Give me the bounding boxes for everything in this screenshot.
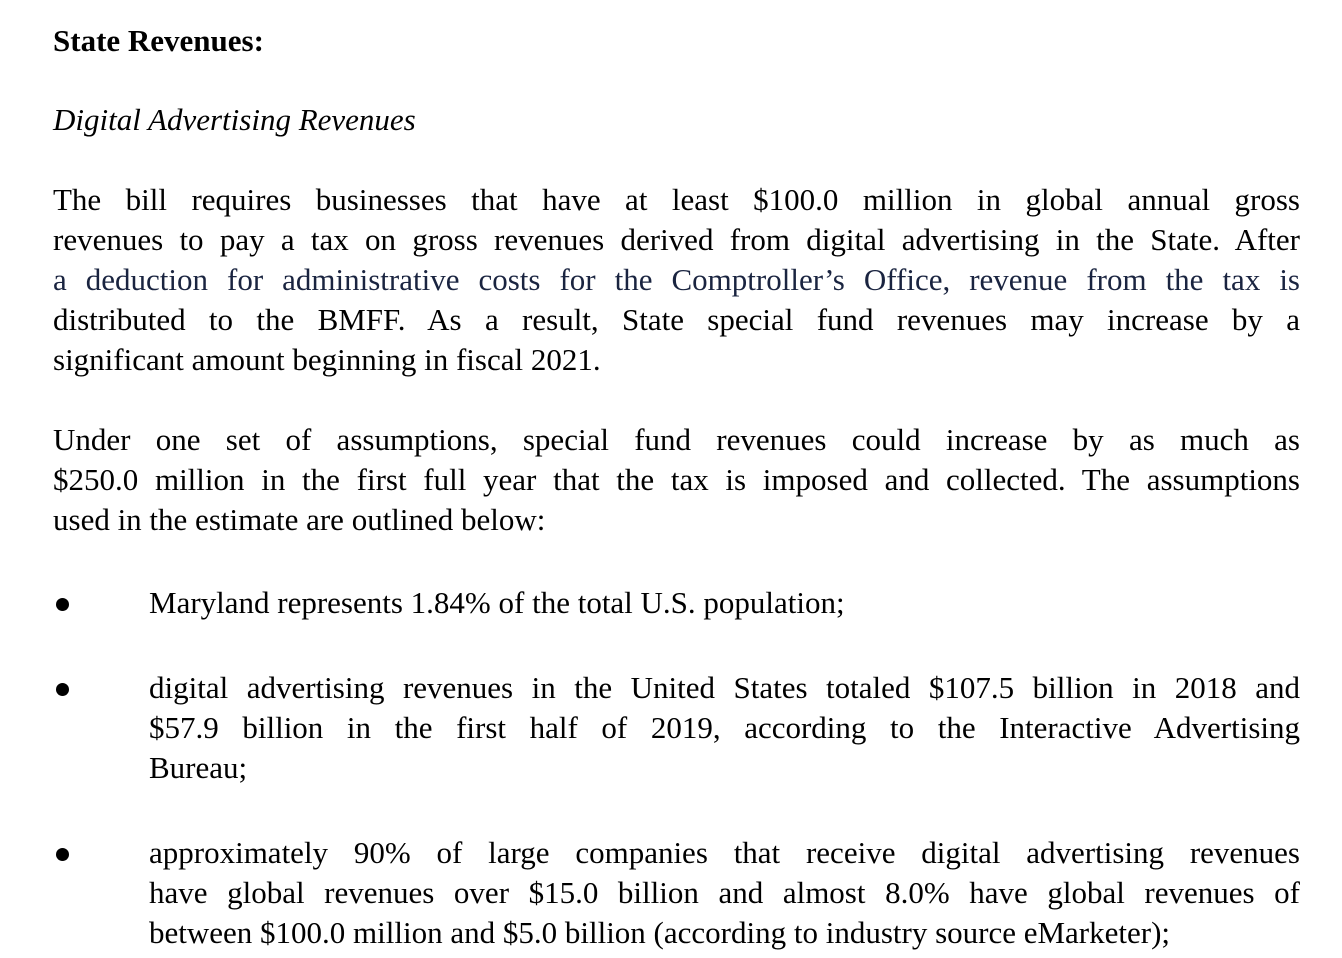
bullet-line: between $100.0 million and $5.0 billion (according to industry source eMarketer); — [149, 915, 1171, 950]
paragraph-line: $250.0 million in the first full year that the tax is imposed and collected. The assumptions — [53, 462, 1300, 497]
bullet-line: $57.9 billion in the first half of 2019, according to the Interactive Advertising — [149, 710, 1300, 745]
bullet-icon — [56, 848, 69, 861]
section-heading: State Revenues: — [53, 23, 264, 58]
bullet-line: Maryland represents 1.84% of the total U.S. population; — [149, 585, 845, 620]
paragraph-assumptions-intro — [53, 420, 1300, 540]
paragraph-line: revenues to pay a tax on gross revenues derived from digital advertising in the State. After — [53, 222, 1300, 257]
bullet-line: have global revenues over $15.0 billion and almost 8.0% have global revenues of — [149, 875, 1300, 910]
paragraph-bill-requirements — [53, 180, 1300, 380]
bullet-text — [149, 833, 1300, 953]
paragraph-line: a deduction for administrative costs for the Comptroller’s Office, revenue from the tax is — [53, 262, 1300, 297]
subsection-heading: Digital Advertising Revenues — [53, 102, 416, 137]
bullet-icon — [56, 598, 69, 611]
bullet-line: digital advertising revenues in the United States totaled $107.5 billion in 2018 and — [149, 670, 1300, 705]
bullet-line: Bureau; — [149, 750, 248, 785]
bullet-text — [149, 583, 1300, 623]
paragraph-line: distributed to the BMFF. As a result, State special fund revenues may increase by a — [53, 302, 1300, 337]
bullet-icon — [56, 683, 69, 696]
bullet-line: approximately 90% of large companies that receive digital advertising revenues — [149, 835, 1300, 870]
bullet-text — [149, 668, 1300, 788]
paragraph-line: used in the estimate are outlined below: — [53, 502, 546, 537]
paragraph-line: The bill requires businesses that have at least $100.0 million in global annual gross — [53, 182, 1300, 217]
paragraph-line: significant amount beginning in fiscal 2021. — [53, 342, 601, 377]
paragraph-line: Under one set of assumptions, special fund revenues could increase by as much as — [53, 422, 1300, 457]
